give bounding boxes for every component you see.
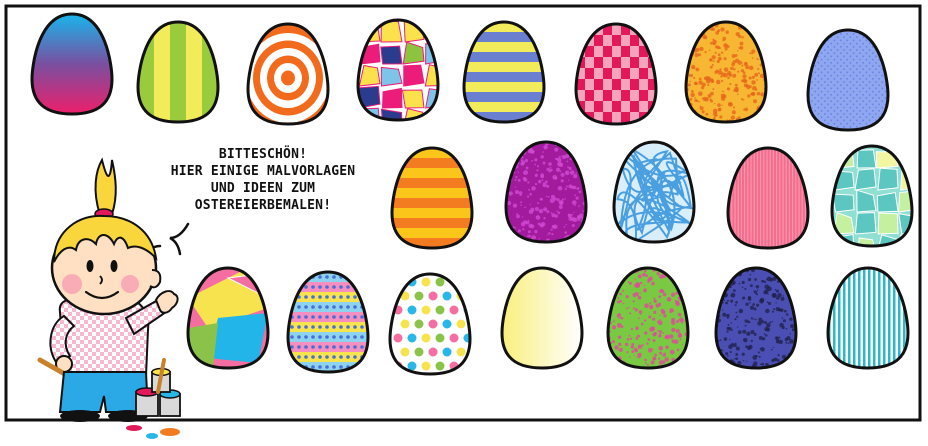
speech-line-4: OSTEREIERBEMALEN! (194, 198, 332, 213)
speech-line-2: HIER EINIGE MALVORLAGEN (170, 164, 356, 179)
eye-left (87, 260, 94, 272)
speech-line-1: BITTESCHÖN! (218, 147, 308, 162)
cheek-left (62, 274, 82, 294)
cheek-right (121, 275, 139, 293)
eye-right (111, 260, 118, 272)
paint-splash-red (126, 425, 142, 431)
paint-splash-orange (160, 428, 180, 436)
paint-splash-blue (146, 433, 158, 439)
speech-line-3: UND IDEEN ZUM (210, 181, 316, 196)
speech-text (118, 146, 408, 214)
shoe-left (60, 410, 100, 422)
